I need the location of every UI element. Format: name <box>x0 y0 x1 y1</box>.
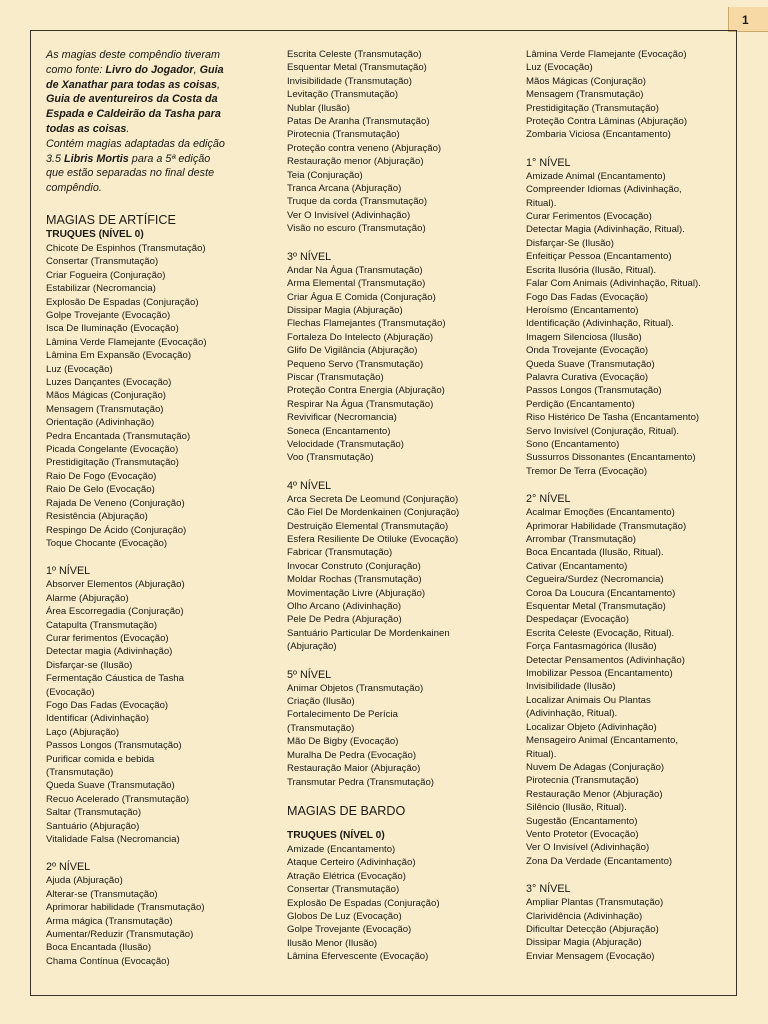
spell-entry: Fortalecimento De Perícia <box>287 709 398 721</box>
spell-entry: Olho Arcano (Adivinhação) <box>287 601 402 613</box>
spell-entry: Detectar Magia (Adivinhação, Ritual). <box>526 224 685 236</box>
spell-entry: Teia (Conjuração) <box>287 169 363 181</box>
spell-entry: Consertar (Transmutação) <box>287 884 400 896</box>
spell-entry: Ritual). <box>526 197 557 209</box>
spell-entry: Palavra Curativa (Evocação) <box>526 371 649 383</box>
spell-list <box>46 874 261 968</box>
level-heading: 2° NÍVEL <box>526 493 571 506</box>
spell-entry: Raio De Gelo (Evocação) <box>46 484 155 496</box>
spell-entry: Imagem Silenciosa (Ilusão) <box>526 331 642 343</box>
intro-paragraph <box>46 48 261 196</box>
spell-entry: Cativar (Encantamento) <box>526 560 628 572</box>
spell-entry: Ampliar Plantas (Transmutação) <box>526 897 664 909</box>
spell-list <box>526 506 746 868</box>
spell-entry: Amizade (Encantamento) <box>287 843 396 855</box>
level-heading: 5º NÍVEL <box>287 668 332 681</box>
spell-entry: Velocidade (Transmutação) <box>287 438 404 450</box>
spell-entry: Tremor De Terra (Evocação) <box>526 465 648 477</box>
spell-list <box>287 264 502 465</box>
spell-list <box>287 843 502 964</box>
spell-entry: (Abjuração) <box>287 641 337 653</box>
spell-list <box>287 48 502 236</box>
spell-entry: Purificar comida e bebida <box>46 753 155 765</box>
section-title: MAGIAS DE ARTÍFICE <box>46 212 176 227</box>
spell-entry: Globos De Luz (Evocação) <box>287 910 402 922</box>
spell-entry: Esquentar Metal (Transmutação) <box>526 601 666 613</box>
spell-entry: Zombaria Viciosa (Encantamento) <box>526 129 671 141</box>
section-title: MAGIAS DE BARDO <box>287 803 406 818</box>
spell-entry: Pedra Encantada (Transmutação) <box>46 430 191 442</box>
column-3 <box>526 48 746 963</box>
intro-source-title: Espada e Caldeirão da Tasha para <box>46 108 221 121</box>
spell-entry: Rajada De Veneno (Conjuração) <box>46 497 185 509</box>
intro-source-title: todas as coisas <box>46 122 127 135</box>
spell-entry: Invisibilidade (Ilusão) <box>526 681 616 693</box>
spell-entry: (Transmutação) <box>287 722 355 734</box>
spell-entry: Aumentar/Reduzir (Transmutação) <box>46 929 194 941</box>
spell-entry: Criar Água E Comida (Conjuração) <box>287 291 436 303</box>
spell-entry: Compreender Idiomas (Adivinhação, <box>526 184 682 196</box>
spell-entry: Levitação (Transmutação) <box>287 89 399 101</box>
spell-entry: Fogo Das Fadas (Evocação) <box>46 699 169 711</box>
spell-entry: Enfeitiçar Pessoa (Encantamento) <box>526 251 672 263</box>
intro-line: Contém magias adaptadas da edição <box>46 137 225 150</box>
spell-entry: Respirar Na Água (Transmutação) <box>287 398 434 410</box>
spell-entry: Cão Fiel De Mordenkainen (Conjuração) <box>287 507 460 519</box>
spell-entry: Prestidigitação (Transmutação) <box>526 102 659 114</box>
intro-line: As magias deste compêndio tiveram <box>46 49 221 61</box>
spell-entry: Golpe Trovejante (Evocação) <box>287 924 412 936</box>
spell-entry: Golpe Trovejante (Evocação) <box>46 310 171 321</box>
spell-entry: Arrombar (Transmutação) <box>526 534 636 545</box>
spell-entry: Perdição (Encantamento) <box>526 398 635 410</box>
spell-entry: Toque Chocante (Evocação) <box>46 537 168 549</box>
spell-entry: Restauração Menor (Abjuração) <box>526 788 663 800</box>
intro-source-title: Guia de aventureiros da Costa da <box>46 93 218 106</box>
spell-entry: Passos Longos (Transmutação) <box>46 740 182 752</box>
spell-entry: Arca Secreta De Leomund (Conjuração) <box>287 493 459 505</box>
spell-entry: Aprimorar habilidade (Transmutação) <box>46 902 205 914</box>
spell-entry: Fogo Das Fadas (Evocação) <box>526 291 649 303</box>
spell-entry: Cegueira/Surdez (Necromancia) <box>526 574 664 586</box>
spell-entry: Piscar (Transmutação) <box>287 371 384 383</box>
spell-entry: Acalmar Emoções (Encantamento) <box>526 507 675 519</box>
column-2 <box>287 48 502 964</box>
intro-line: 3.5 <box>46 152 65 165</box>
spell-entry: Identificação (Adivinhação, Ritual). <box>526 318 674 330</box>
spell-entry: Catapulta (Transmutação) <box>46 619 158 631</box>
page-number: 1 <box>728 7 768 32</box>
spell-entry: Identificar (Adivinhação) <box>46 713 149 725</box>
spell-entry: Detectar magia (Adivinhação) <box>46 646 173 658</box>
spell-entry: Vento Protetor (Evocação) <box>526 828 639 840</box>
spell-entry: Dissipar Magia (Abjuração) <box>526 937 642 949</box>
spell-entry: Truque da corda (Transmutação) <box>287 196 428 208</box>
intro-line: como fonte: <box>46 63 106 76</box>
spell-entry: Vitalidade Falsa (Necromancia) <box>46 834 180 846</box>
spell-entry: Nuvem De Adagas (Conjuração) <box>526 761 665 773</box>
spell-entry: Nublar (Ilusão) <box>287 102 350 114</box>
spell-entry: Restauração Maior (Abjuração) <box>287 763 421 775</box>
spell-entry: Queda Suave (Transmutação) <box>46 780 175 792</box>
spell-entry: Curar Ferimentos (Evocação) <box>526 211 652 223</box>
spell-entry: Onda Trovejante (Evocação) <box>526 345 649 357</box>
spell-entry: Mãos Mágicas (Conjuração) <box>526 75 646 87</box>
spell-entry: Enviar Mensagem (Evocação) <box>526 950 655 962</box>
intro-line: , <box>217 78 221 91</box>
spell-entry: Saltar (Transmutação) <box>46 807 142 819</box>
spell-entry: Criação (Ilusão) <box>287 696 355 708</box>
spell-entry: Restauração menor (Abjuração) <box>287 156 424 168</box>
spell-list <box>287 493 502 654</box>
spell-entry: Proteção Contra Energia (Abjuração) <box>287 385 445 397</box>
spell-entry: Coroa Da Loucura (Encantamento) <box>526 587 676 599</box>
spell-entry: Invocar Construto (Conjuração) <box>287 560 421 572</box>
spell-entry: Respingo De Ácido (Conjuração) <box>46 524 187 536</box>
spell-entry: Força Fantasmagórica (Ilusão) <box>526 641 657 653</box>
spell-list <box>526 48 746 142</box>
spell-entry: Silêncio (Ilusão, Ritual). <box>526 802 627 814</box>
spell-entry: (Transmutação) <box>46 767 114 778</box>
level-heading: 3º NÍVEL <box>287 250 332 263</box>
spell-entry: Pirotecnia (Transmutação) <box>526 775 639 787</box>
spell-entry: Glifo De Vigilância (Abjuração) <box>287 345 418 357</box>
spell-entry: Falar Com Animais (Adivinhação, Ritual). <box>526 278 701 290</box>
spell-entry: Heroísmo (Encantamento) <box>526 304 639 316</box>
spell-entry: Animar Objetos (Transmutação) <box>287 682 424 694</box>
level-heading: TRUQUES (NÍVEL 0) <box>46 228 144 240</box>
spell-list <box>526 170 746 478</box>
spell-entry: Queda Suave (Transmutação) <box>526 358 655 370</box>
spell-entry: Resistência (Abjuração) <box>46 511 148 523</box>
spell-entry: Localizar Animais Ou Plantas <box>526 694 651 706</box>
spell-entry: Esfera Resiliente De Otiluke (Evocação) <box>287 534 459 545</box>
spell-entry: Movimentação Livre (Abjuração) <box>287 587 426 599</box>
spell-entry: Sono (Encantamento) <box>526 438 620 450</box>
spell-entry: Consertar (Transmutação) <box>46 256 159 268</box>
spell-list <box>46 578 261 846</box>
spell-entry: Luz (Evocação) <box>46 363 113 375</box>
spell-entry: Ritual). <box>526 748 557 760</box>
spell-entry: Ilusão Menor (Ilusão) <box>287 937 378 949</box>
spell-entry: Mensagem (Transmutação) <box>46 403 164 415</box>
spell-entry: Raio De Fogo (Evocação) <box>46 470 157 482</box>
spell-entry: Arma Elemental (Transmutação) <box>287 278 426 290</box>
spell-entry: Absorver Elementos (Abjuração) <box>46 579 185 591</box>
spell-entry: Orientação (Adivinhação) <box>46 417 155 429</box>
spell-entry: Soneca (Encantamento) <box>287 425 391 437</box>
spell-entry: Mãos Mágicas (Conjuração) <box>46 390 166 402</box>
spell-entry: Dissipar Magia (Abjuração) <box>287 304 403 316</box>
spell-entry: Explosão De Espadas (Conjuração) <box>287 897 440 909</box>
spell-entry: Sugestão (Encantamento) <box>526 815 638 827</box>
intro-line: que estão separadas no final deste <box>46 167 215 180</box>
spell-entry: Picada Congelante (Evocação) <box>46 444 179 456</box>
spell-entry: Proteção Contra Lâminas (Abjuração) <box>526 116 688 128</box>
intro-line: compêndio. <box>46 182 102 195</box>
spell-entry: Localizar Objeto (Adivinhação) <box>526 721 657 733</box>
spell-entry: Curar ferimentos (Evocação) <box>46 632 169 644</box>
spell-entry: Escrita Ilusória (Ilusão, Ritual). <box>526 264 657 276</box>
spell-list <box>526 896 746 963</box>
spell-entry: Flechas Flamejantes (Transmutação) <box>287 318 446 330</box>
spell-entry: Alterar-se (Transmutação) <box>46 888 158 900</box>
spell-entry: Disfarçar-se (Ilusão) <box>46 659 133 671</box>
intro-source-title: Livro do Jogador <box>105 63 194 76</box>
intro-source-title: Guia <box>199 63 224 76</box>
spell-entry: Tranca Arcana (Abjuração) <box>287 183 402 195</box>
spell-entry: Aprimorar Habilidade (Transmutação) <box>526 520 687 532</box>
spell-entry: Área Escorregadia (Conjuração) <box>46 606 184 618</box>
spell-entry: Criar Fogueira (Conjuração) <box>46 269 166 281</box>
spell-entry: Sussurros Dissonantes (Encantamento) <box>526 452 696 464</box>
spell-entry: Fortaleza Do Intelecto (Abjuração) <box>287 331 434 343</box>
spell-entry: Isca De Iluminação (Evocação) <box>46 323 179 335</box>
spell-entry: Lâmina Em Expansão (Evocação) <box>46 350 192 362</box>
spell-entry: Dificultar Detecção (Abjuração) <box>526 923 659 935</box>
intro-line: , <box>193 63 200 76</box>
spell-entry: Prestidigitação (Transmutação) <box>46 457 179 469</box>
spell-entry: Passos Longos (Transmutação) <box>526 385 662 397</box>
spell-entry: (Adivinhação, Ritual). <box>526 708 618 720</box>
spell-entry: Ver O Invisível (Adivinhação) <box>526 842 650 854</box>
spell-entry: Amizade Animal (Encantamento) <box>526 170 666 182</box>
level-heading: 4º NÍVEL <box>287 479 332 492</box>
spell-entry: Visão no escuro (Transmutação) <box>287 223 426 235</box>
spell-entry: Chicote De Espinhos (Transmutação) <box>46 242 206 254</box>
spell-entry: Chama Contínua (Evocação) <box>46 955 170 967</box>
spell-entry: Moldar Rochas (Transmutação) <box>287 574 422 586</box>
level-heading: 1° NÍVEL <box>526 156 571 169</box>
spell-entry: Alarme (Abjuração) <box>46 592 129 604</box>
spell-entry: Despedaçar (Evocação) <box>526 614 629 626</box>
spell-list <box>287 682 502 789</box>
level-heading: 2º NÍVEL <box>46 861 91 874</box>
intro-source-title: Libris Mortis <box>64 152 129 165</box>
spell-entry: Explosão De Espadas (Conjuração) <box>46 296 199 308</box>
spell-entry: Fermentação Cáustica de Tasha <box>46 673 184 685</box>
column-1 <box>46 48 261 968</box>
intro-source-title: de Xanathar para todas as coisas <box>46 78 218 91</box>
spell-entry: Lâmina Verde Flamejante (Evocação) <box>526 49 687 60</box>
spell-entry: Mão De Bigby (Evocação) <box>287 736 399 748</box>
spell-entry: (Evocação) <box>46 686 95 698</box>
spell-entry: Clarividência (Adivinhação) <box>526 910 643 922</box>
spell-entry: Servo Invisível (Conjuração, Ritual). <box>526 425 680 437</box>
spell-entry: Estabilizar (Necromancia) <box>46 283 156 295</box>
spell-entry: Destruição Elemental (Transmutação) <box>287 520 449 532</box>
intro-line: para a 5ª edição <box>128 152 211 165</box>
spell-entry: Laço (Abjuração) <box>46 726 120 738</box>
spell-entry: Boca Encantada (Ilusão) <box>46 942 152 954</box>
spell-entry: Atração Elétrica (Evocação) <box>287 870 406 882</box>
spell-entry: Riso Histérico De Tasha (Encantamento) <box>526 412 700 424</box>
spell-entry: Pele De Pedra (Abjuração) <box>287 614 402 626</box>
spell-entry: Transmutar Pedra (Transmutação) <box>287 776 434 788</box>
spell-entry: Mensageiro Animal (Encantamento, <box>526 735 678 747</box>
spell-entry: Muralha De Pedra (Evocação) <box>287 749 417 761</box>
spell-entry: Boca Encantada (Ilusão, Ritual). <box>526 547 664 559</box>
spell-entry: Ataque Certeiro (Adivinhação) <box>287 857 416 869</box>
spell-entry: Luz (Evocação) <box>526 62 593 74</box>
spell-entry: Patas De Aranha (Transmutação) <box>287 116 430 128</box>
spell-entry: Disfarçar-Se (Ilusão) <box>526 237 614 249</box>
spell-entry: Santuário Particular De Mordenkainen <box>287 627 450 639</box>
spell-entry: Santuário (Abjuração) <box>46 820 140 832</box>
spell-entry: Andar Na Água (Transmutação) <box>287 264 423 276</box>
spell-entry: Ver O Invisível (Adivinhação) <box>287 209 411 221</box>
level-heading: 3° NÍVEL <box>526 883 571 896</box>
spell-entry: Invisibilidade (Transmutação) <box>287 75 412 87</box>
spell-entry: Pirotecnia (Transmutação) <box>287 129 400 141</box>
spell-entry: Luzes Dançantes (Evocação) <box>46 377 172 389</box>
spell-entry: Escrita Celeste (Transmutação) <box>287 49 422 60</box>
spell-entry: Esquentar Metal (Transmutação) <box>287 62 427 74</box>
spell-entry: Zona Da Verdade (Encantamento) <box>526 855 673 867</box>
spell-entry: Revivificar (Necromancia) <box>287 412 397 424</box>
level-heading: 1º NÍVEL <box>46 565 91 578</box>
spell-entry: Lâmina Efervescente (Evocação) <box>287 951 429 963</box>
spell-entry: Pequeno Servo (Transmutação) <box>287 358 424 370</box>
spell-entry: Lâmina Verde Flamejante (Evocação) <box>46 336 207 348</box>
spell-entry: Ajuda (Abjuração) <box>46 875 123 887</box>
spell-entry: Imobilizar Pessoa (Encantamento) <box>526 668 673 680</box>
spell-entry: Mensagem (Transmutação) <box>526 89 644 101</box>
spell-entry: Arma mágica (Transmutação) <box>46 915 173 927</box>
spell-entry: Escrita Celeste (Evocação, Ritual). <box>526 627 675 639</box>
spell-list <box>46 242 261 550</box>
level-heading: TRUQUES (NÍVEL 0) <box>287 829 385 841</box>
spell-entry: Recuo Acelerado (Transmutação) <box>46 793 190 805</box>
spell-entry: Proteção contra veneno (Abjuração) <box>287 142 442 154</box>
spell-entry: Voo (Transmutação) <box>287 452 374 464</box>
spell-entry: Detectar Pensamentos (Adivinhação) <box>526 654 685 666</box>
spell-entry: Fabricar (Transmutação) <box>287 547 393 559</box>
intro-line: . <box>126 122 130 135</box>
